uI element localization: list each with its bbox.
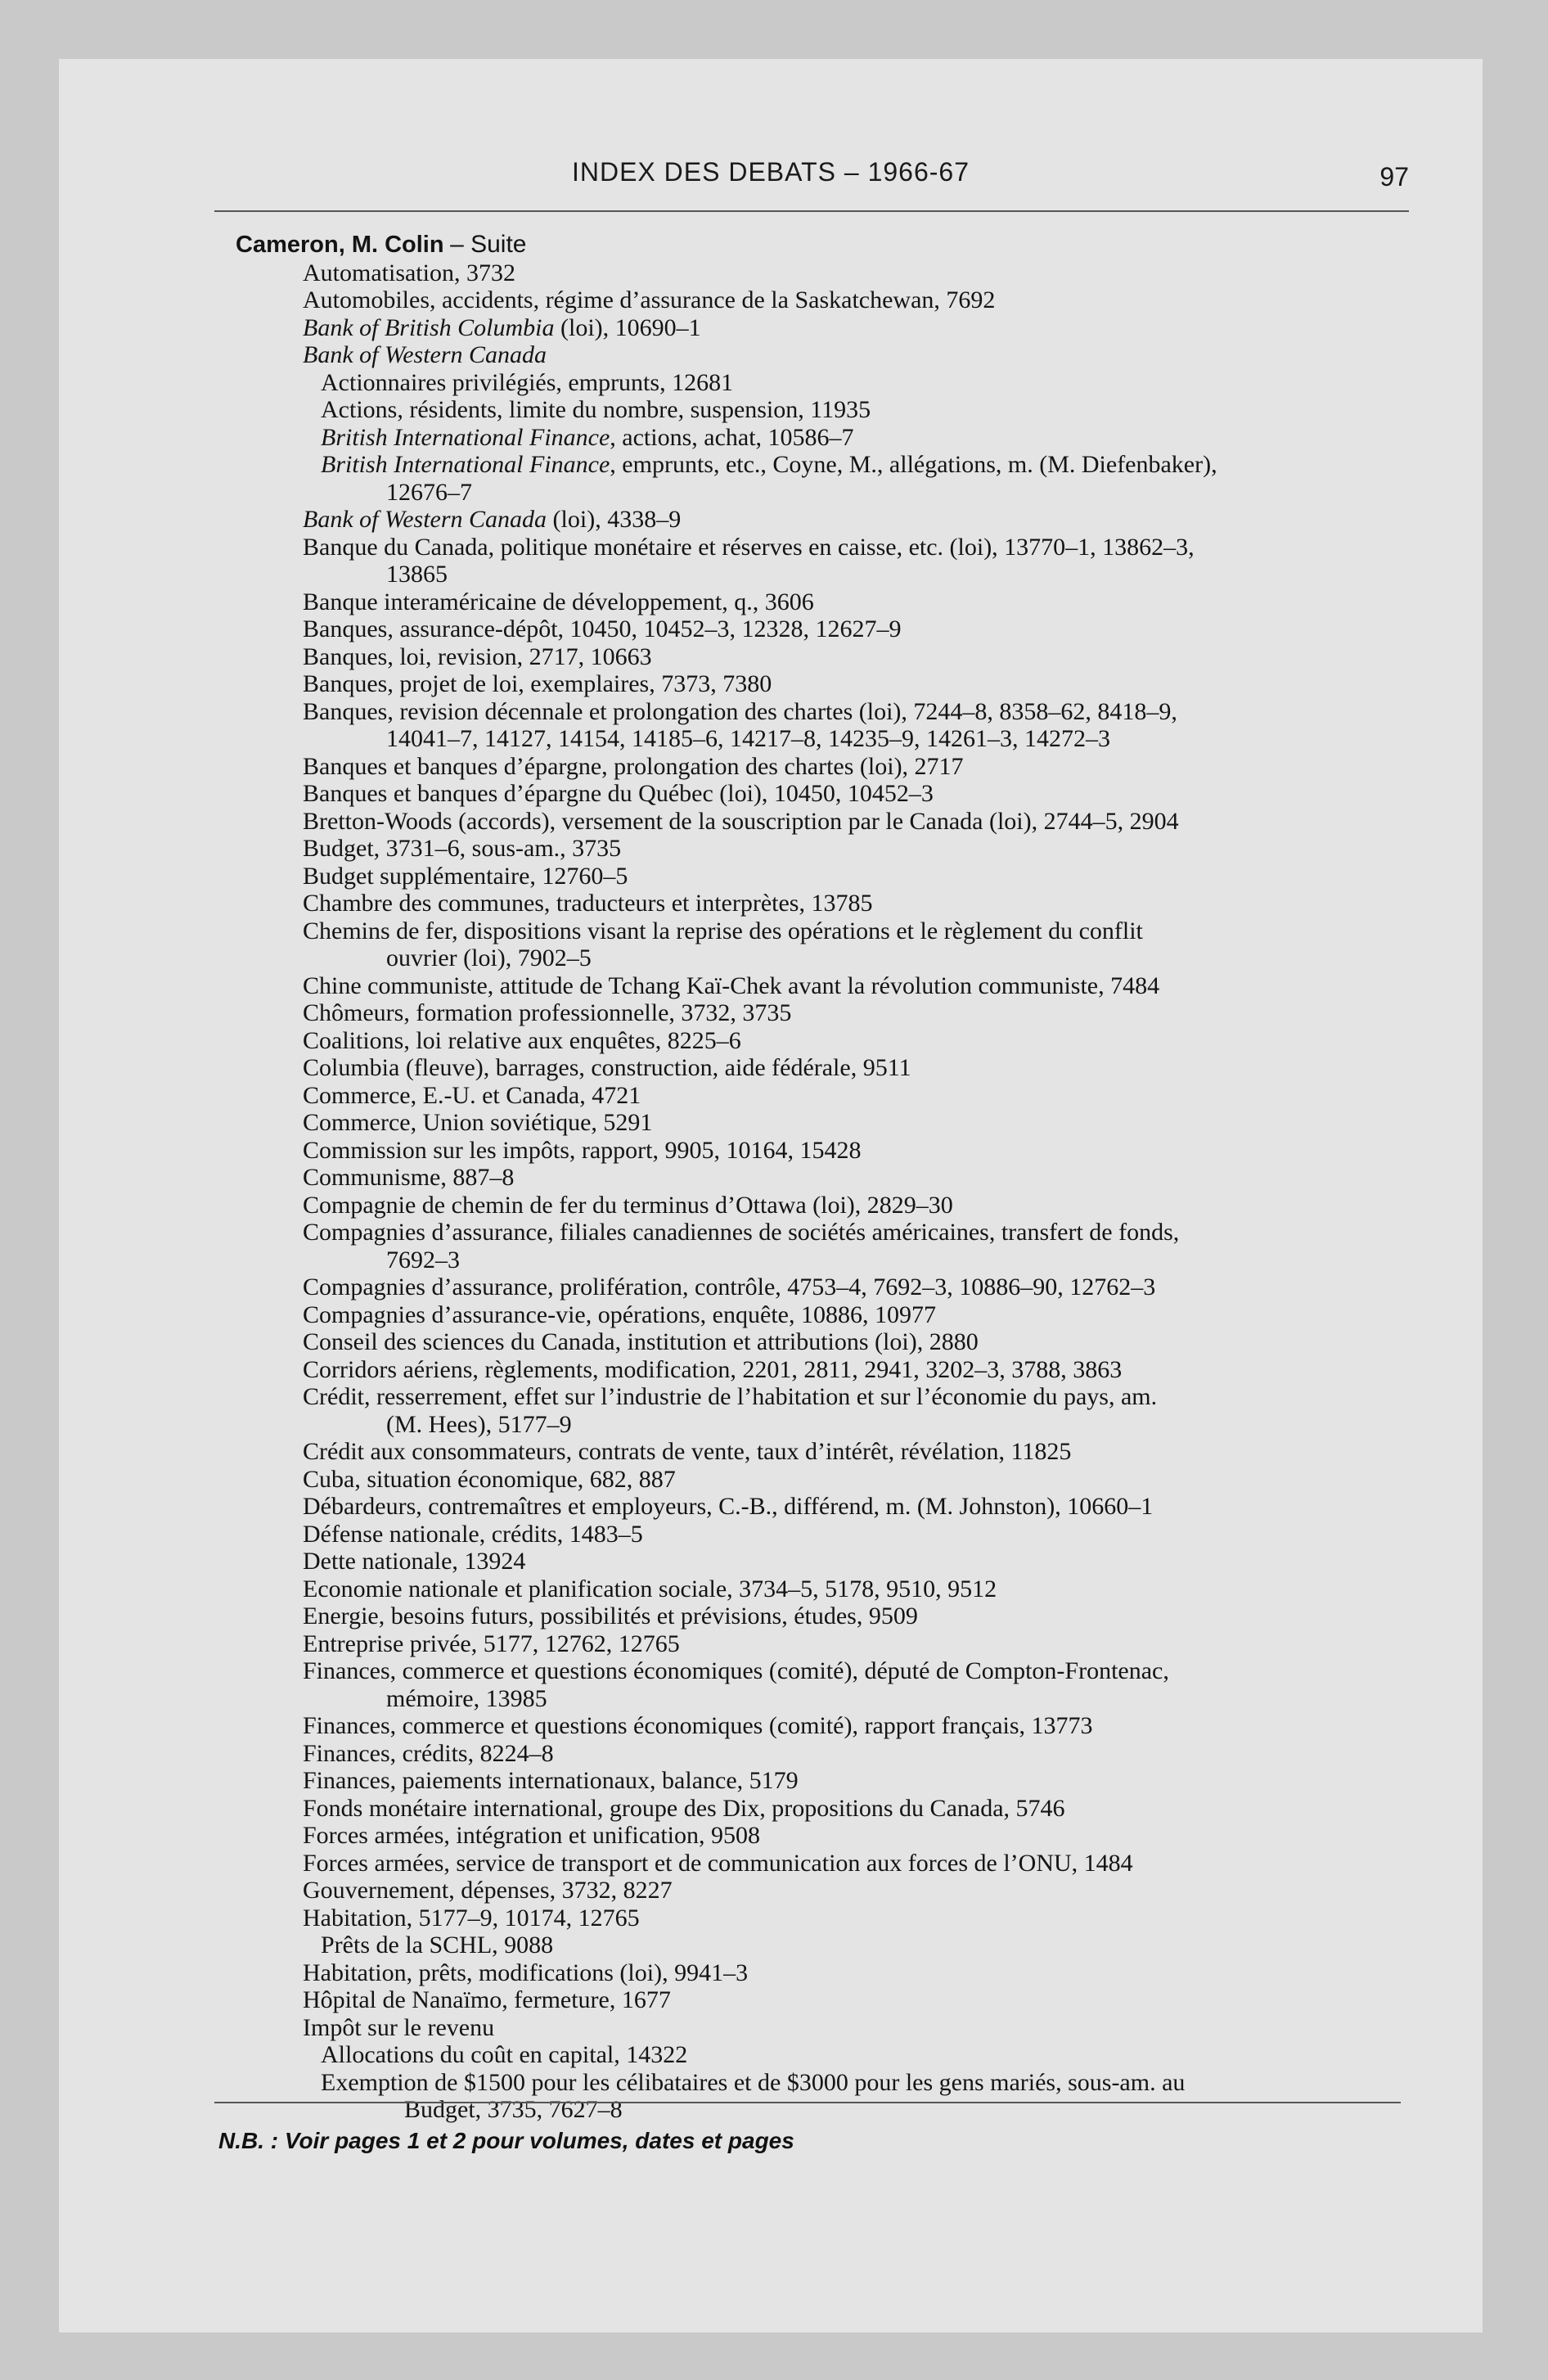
index-line: Chômeurs, formation professionnelle, 3732, 3735 bbox=[303, 999, 792, 1026]
index-line: Economie nationale et planification sociale, 3734–5, 5178, 9510, 9512 bbox=[303, 1575, 997, 1602]
index-line: Budget supplémentaire, 12760–5 bbox=[303, 862, 628, 890]
index-line: mémoire, 13985 bbox=[386, 1684, 547, 1712]
index-line: Columbia (fleuve), barrages, construction, aide fédérale, 9511 bbox=[303, 1054, 911, 1081]
index-line-text: , emprunts, etc., Coyne, M., allégations, m. (M. Diefenbaker), bbox=[610, 451, 1217, 478]
index-line: Crédit, resserrement, effet sur l’industrie de l’habitation et sur l’économie du pays, am. bbox=[303, 1383, 1158, 1410]
index-line: Prêts de la SCHL, 9088 bbox=[321, 1931, 554, 1959]
index-line: Automatisation, 3732 bbox=[303, 259, 515, 286]
index-line: Exemption de $1500 pour les célibataires et de $3000 pour les gens mariés, sous-am. au bbox=[321, 2068, 1186, 2096]
page-header bbox=[59, 157, 1483, 223]
index-line: Budget, 3735, 7627–8 bbox=[404, 2096, 623, 2123]
index-line: Chemins de fer, dispositions visant la reprise des opérations et le règlement du conflit bbox=[303, 917, 1143, 944]
index-line: Automobiles, accidents, régime d’assurance de la Saskatchewan, 7692 bbox=[303, 286, 996, 313]
index-line: Banques et banques d’épargne du Québec (loi), 10450, 10452–3 bbox=[303, 780, 934, 807]
index-line: 13865 bbox=[386, 561, 448, 588]
index-line: Finances, crédits, 8224–8 bbox=[303, 1739, 554, 1767]
index-line: Dette nationale, 13924 bbox=[303, 1548, 526, 1575]
index-line: Banques, revision décennale et prolongation des chartes (loi), 7244–8, 8358–62, 8418–9, bbox=[303, 697, 1177, 725]
index-line: Banque du Canada, politique monétaire et réserves en caisse, etc. (loi), 13770–1, 13862–3, bbox=[303, 533, 1195, 561]
footer-rule bbox=[214, 2102, 1401, 2103]
index-line: Commission sur les impôts, rapport, 9905, 10164, 15428 bbox=[303, 1136, 862, 1164]
index-line: 7692–3 bbox=[386, 1246, 460, 1273]
page-number: 97 bbox=[1379, 162, 1409, 192]
index-line: Energie, besoins futurs, possibilités et prévisions, études, 9509 bbox=[303, 1602, 918, 1629]
index-line: Fonds monétaire international, groupe des Dix, propositions du Canada, 5746 bbox=[303, 1794, 1065, 1822]
index-line: Actionnaires privilégiés, emprunts, 12681 bbox=[321, 368, 734, 396]
index-line bbox=[303, 314, 1401, 342]
index-line: 12676–7 bbox=[386, 478, 472, 506]
index-line: 14041–7, 14127, 14154, 14185–6, 14217–8, 14235–9, 14261–3, 14272–3 bbox=[386, 725, 1110, 752]
index-line: Compagnies d’assurance, prolifération, contrôle, 4753–4, 7692–3, 10886–90, 12762–3 bbox=[303, 1273, 1156, 1300]
index-line-text: (loi), 10690–1 bbox=[560, 313, 701, 341]
index-line: Communisme, 887–8 bbox=[303, 1164, 515, 1191]
index-line: Forces armées, intégration et unification, 9508 bbox=[303, 1822, 760, 1849]
footer-note: N.B. : Voir pages 1 et 2 pour volumes, dates et pages bbox=[218, 2128, 794, 2153]
index-line: Entreprise privée, 5177, 12762, 12765 bbox=[303, 1629, 680, 1657]
index-line-text: (loi), 4338–9 bbox=[547, 506, 682, 533]
index-line: Bretton-Woods (accords), versement de la souscription par le Canada (loi), 2744–5, 2904 bbox=[303, 807, 1179, 835]
index-line: Compagnie de chemin de fer du terminus d’Ottawa (loi), 2829–30 bbox=[303, 1191, 953, 1219]
index-line: Conseil des sciences du Canada, institution et attributions (loi), 2880 bbox=[303, 1328, 979, 1355]
entry-name: Cameron, M. Colin bbox=[236, 232, 444, 258]
index-line-italic: British International Finance bbox=[321, 423, 610, 451]
index-line-italic: British International Finance bbox=[321, 451, 610, 478]
index-line: Hôpital de Nanaïmo, fermeture, 1677 bbox=[303, 1986, 671, 2013]
index-line: Commerce, E.-U. et Canada, 4721 bbox=[303, 1081, 641, 1109]
index-line: Allocations du coût en capital, 14322 bbox=[321, 2041, 688, 2068]
index-line: Gouvernement, dépenses, 3732, 8227 bbox=[303, 1877, 673, 1904]
index-line: Crédit aux consommateurs, contrats de vente, taux d’intérêt, révélation, 11825 bbox=[303, 1438, 1072, 1465]
index-line-text: , actions, achat, 10586–7 bbox=[610, 423, 854, 451]
index-line-italic: Bank of British Columbia bbox=[303, 313, 555, 341]
index-line: Cuba, situation économique, 682, 887 bbox=[303, 1465, 676, 1493]
index-line: (M. Hees), 5177–9 bbox=[386, 1410, 572, 1438]
entry-suite: – Suite bbox=[450, 231, 527, 258]
index-line: Chambre des communes, traducteurs et interprètes, 13785 bbox=[303, 890, 873, 917]
index-line: Compagnies d’assurance, filiales canadiennes de sociétés américaines, transfert de fonds, bbox=[303, 1219, 1180, 1246]
index-line: Coalitions, loi relative aux enquêtes, 8225–6 bbox=[303, 1026, 741, 1054]
index-line: Compagnies d’assurance-vie, opérations, enquête, 10886, 10977 bbox=[303, 1300, 936, 1328]
index-line: Impôt sur le revenu bbox=[303, 2013, 495, 2041]
index-line: Finances, paiements internationaux, balance, 5179 bbox=[303, 1767, 799, 1794]
index-line: Corridors aériens, règlements, modification, 2201, 2811, 2941, 3202–3, 3788, 3863 bbox=[303, 1355, 1123, 1383]
index-line: Banques, assurance-dépôt, 10450, 10452–3, 12328, 12627–9 bbox=[303, 615, 902, 642]
index-line: Bank of Western Canada bbox=[303, 341, 547, 368]
index-line: Banques et banques d’épargne, prolongation des chartes (loi), 2717 bbox=[303, 752, 964, 780]
index-line: Habitation, prêts, modifications (loi), 9941–3 bbox=[303, 1959, 749, 1986]
index-line: Débardeurs, contremaîtres et employeurs, C.-B., différend, m. (M. Johnston), 10660–1 bbox=[303, 1493, 1154, 1520]
index-line bbox=[321, 451, 1401, 479]
index-line bbox=[321, 424, 1401, 452]
index-line-italic: Bank of Western Canada bbox=[303, 506, 547, 533]
index-line: Budget, 3731–6, sous-am., 3735 bbox=[303, 835, 622, 862]
index-entries bbox=[231, 231, 1401, 2124]
index-line: Actions, résidents, limite du nombre, suspension, 11935 bbox=[321, 396, 871, 423]
index-line bbox=[303, 506, 1401, 534]
index-line: Commerce, Union soviétique, 5291 bbox=[303, 1109, 653, 1136]
index-line: Défense nationale, crédits, 1483–5 bbox=[303, 1520, 643, 1548]
index-line: Forces armées, service de transport et de communication aux forces de l’ONU, 1484 bbox=[303, 1849, 1133, 1877]
entry-heading bbox=[231, 231, 1401, 259]
index-line: Habitation, 5177–9, 10174, 12765 bbox=[303, 1904, 640, 1931]
index-line: Chine communiste, attitude de Tchang Kaï-Chek avant la révolution communiste, 7484 bbox=[303, 971, 1160, 999]
index-line: Banques, projet de loi, exemplaires, 7373, 7380 bbox=[303, 670, 772, 697]
header-rule bbox=[214, 210, 1409, 212]
index-line: ouvrier (loi), 7902–5 bbox=[386, 944, 592, 971]
index-line: Finances, commerce et questions économiques (comité), député de Compton-Frontenac, bbox=[303, 1657, 1169, 1684]
index-line: Banque interaméricaine de développement, q., 3606 bbox=[303, 588, 814, 615]
index-line: Banques, loi, revision, 2717, 10663 bbox=[303, 642, 652, 670]
index-page bbox=[59, 59, 1483, 2333]
running-title: INDEX DES DEBATS – 1966-67 bbox=[571, 157, 970, 187]
index-line: Finances, commerce et questions économiques (comité), rapport français, 13773 bbox=[303, 1712, 1093, 1739]
